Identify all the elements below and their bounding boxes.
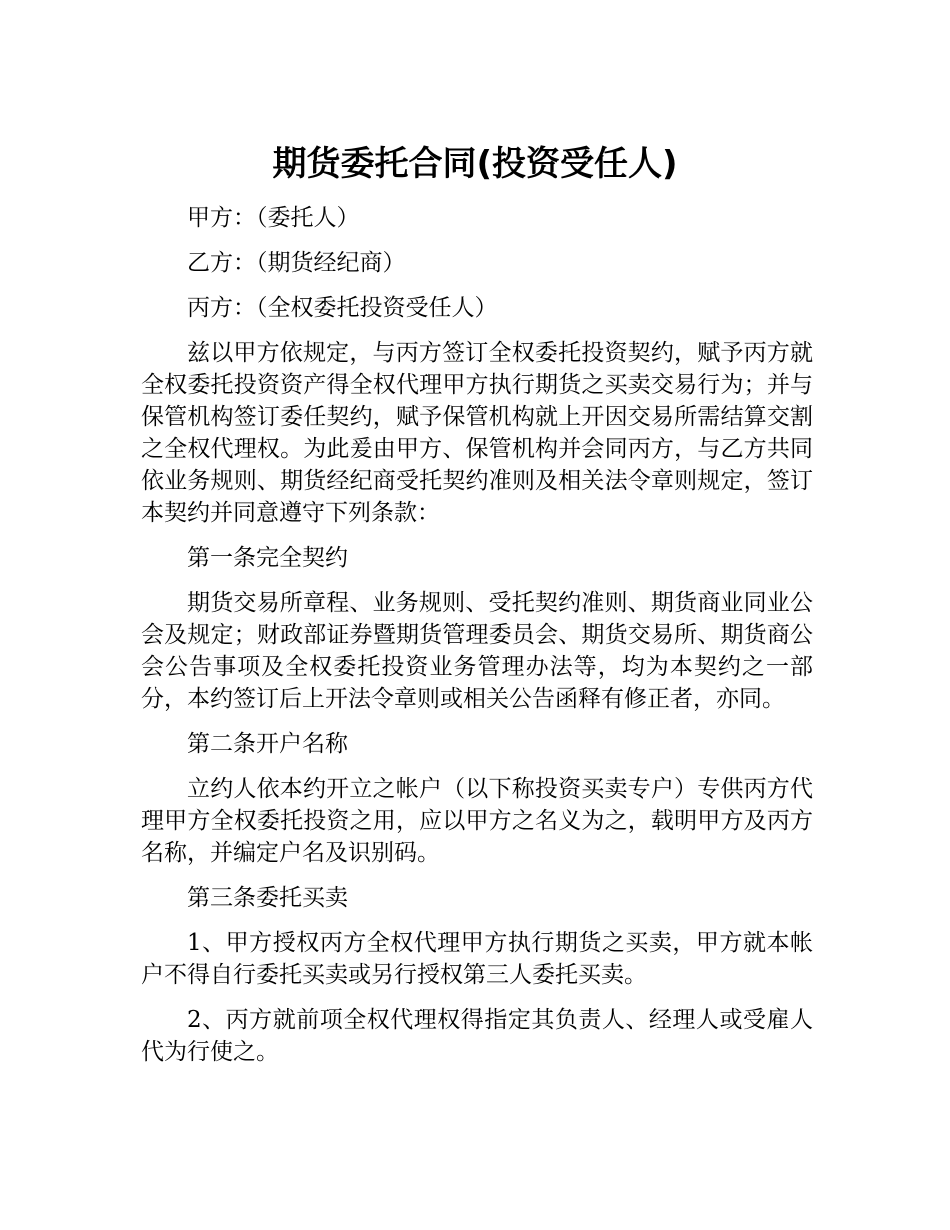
article-3-item-2: 2、丙方就前项全权代理权得指定其负责人、经理人或受雇人代为行使之。 [141,1007,813,1065]
article-1-text: 期货交易所章程、业务规则、受托契约准则、期货商业同业公会及规定；财政部证券暨期货管理委员会、期货交易所、期货商公会公告事项及全权委托投资业务管理办法等，均为本契约之一部分，本约签订后上开法令章则或相关公告函释有修正者，亦同。 [141,590,813,712]
article-2-heading: 第二条开户名称 [187,731,348,757]
party-b-line: 乙方：（期货经纪商） [187,250,406,276]
article-1-heading: 第一条完全契约 [187,545,348,571]
document-body [141,202,813,1081]
article-3-heading: 第三条委托买卖 [187,885,348,911]
document-title: 期货委托合同(投资受任人) [272,143,678,184]
preamble-paragraph: 兹以甲方依规定，与丙方签订全权委托投资契约，赋予丙方就全权委托投资资产得全权代理甲方执行期货之买卖交易行为；并与保管机构签订委任契约，赋予保管机构就上开因交易所需结算交割之全权代理权。为此爰由甲方、保管机构并会同丙方，与乙方共同依业务规则、期货经纪商受托契约准则及相关法令章则规定，签订本契约并同意遵守下列条款： [141,340,813,526]
article-3-item-1: 1、甲方授权丙方全权代理甲方执行期货之买卖，甲方就本帐户不得自行委托买卖或另行授权第三人委托买卖。 [141,930,813,988]
party-a-line: 甲方：（委托人） [187,205,360,231]
article-2-text: 立约人依本约开立之帐户（以下称投资买卖专户）专供丙方代理甲方全权委托投资之用，应以甲方之名义为之，载明甲方及丙方名称，并编定户名及识别码。 [141,776,813,866]
party-c-line: 丙方：（全权委托投资受任人） [187,295,498,321]
